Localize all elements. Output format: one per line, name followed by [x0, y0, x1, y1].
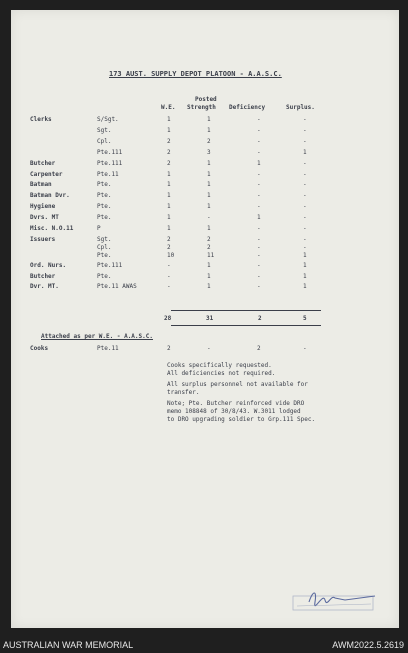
attached-heading: Attached as per W.E. - A.A.S.C. [41, 333, 153, 340]
row-surplus: - [303, 203, 307, 211]
header-posted: Posted [195, 96, 217, 103]
row-posted: 1 [207, 283, 211, 291]
row-surplus: - [303, 159, 307, 167]
header-we: W.E. [161, 104, 176, 111]
document-title: 173 AUST. SUPPLY DEPOT PLATOON - A.A.S.C. [109, 70, 282, 78]
row-we: 1 [167, 170, 171, 178]
row-category: Butcher [30, 159, 56, 167]
row-category: Dvr. MT. [30, 283, 59, 291]
row-deficiency: - [257, 283, 261, 291]
row-we: 10 [167, 251, 175, 259]
note-line: transfer. [167, 388, 200, 396]
total-posted: 31 [206, 315, 214, 322]
row-posted: 3 [207, 148, 211, 156]
row-rank: Cpl. [97, 137, 112, 145]
totals-rule-bottom [171, 325, 321, 326]
note-line: All surplus personnel not available for [167, 381, 308, 389]
row-we: 1 [167, 116, 171, 123]
row-posted: 1 [207, 225, 211, 232]
row-surplus: - [303, 192, 307, 200]
signature-stamp [279, 582, 389, 620]
row-deficiency: - [257, 137, 261, 145]
attached-posted: - [207, 345, 211, 352]
row-surplus: 1 [303, 148, 307, 156]
header-strength: Strength [187, 104, 216, 111]
total-surplus: 5 [303, 315, 307, 322]
header-surplus: Surplus. [286, 104, 315, 111]
row-deficiency: - [257, 192, 261, 200]
row-surplus: - [303, 225, 307, 232]
row-posted: 1 [207, 203, 211, 211]
row-deficiency: 1 [257, 159, 261, 167]
row-surplus: 1 [303, 251, 307, 259]
row-deficiency: - [257, 272, 261, 280]
row-rank: Sgt. [97, 235, 112, 243]
row-rank: Pte. [97, 251, 112, 259]
note-line: Cooks specifically requested. [167, 362, 272, 369]
row-deficiency: - [257, 225, 261, 232]
row-we: - [167, 283, 171, 291]
row-rank: Pte.111 [97, 148, 123, 156]
row-category: Carpenter [30, 170, 63, 178]
attached-deficiency: 2 [257, 345, 261, 352]
row-we: 1 [167, 225, 171, 232]
row-we: 2 [167, 159, 171, 167]
row-deficiency: - [257, 126, 261, 134]
row-deficiency: - [257, 148, 261, 156]
row-posted: 1 [207, 261, 211, 269]
row-rank: Pte.11 AWAS [97, 283, 137, 291]
row-rank: P [97, 225, 101, 232]
row-category: Misc. N.O.11 [30, 225, 74, 232]
row-surplus: 1 [303, 283, 307, 291]
note-line: All deficiencies not required. [167, 369, 276, 377]
row-we: 1 [167, 214, 171, 222]
row-deficiency: 1 [257, 214, 261, 222]
row-surplus: - [303, 126, 307, 134]
row-surplus: - [303, 181, 307, 189]
row-surplus: 1 [303, 272, 307, 280]
row-deficiency: - [257, 203, 261, 211]
row-posted: 1 [207, 159, 211, 167]
row-we: 2 [167, 243, 171, 251]
row-we: 2 [167, 137, 171, 145]
row-rank: Pte.111 [97, 159, 123, 167]
row-we: 1 [167, 192, 171, 200]
row-we: 2 [167, 235, 171, 243]
row-posted: 11 [207, 251, 215, 259]
attached-surplus: - [303, 345, 307, 352]
row-deficiency: - [257, 251, 261, 259]
row-category: Hygiene [30, 203, 56, 211]
row-category: Dvrs. MT [30, 214, 59, 222]
row-category: Butcher [30, 272, 56, 280]
attached-category: Cooks [30, 345, 49, 352]
row-we: - [167, 272, 171, 280]
total-we: 28 [164, 315, 172, 322]
row-surplus: - [303, 170, 307, 178]
row-rank: Cpl. [97, 243, 112, 251]
row-rank: Pte. [97, 181, 112, 189]
row-category: Issuers [30, 235, 56, 243]
totals-rule-top [171, 310, 321, 311]
row-surplus: - [303, 116, 307, 123]
row-posted: 1 [207, 272, 211, 280]
footer-accession: AWM2022.5.2619 [332, 640, 404, 650]
row-rank: Pte.111 [97, 261, 123, 269]
row-surplus: - [303, 243, 307, 251]
note-line: Note; Pte. Butcher reinforced vide DRO [167, 400, 305, 408]
row-surplus: - [303, 235, 307, 243]
note-line: memo 108848 of 30/8/43. W.3011 lodged [167, 408, 301, 415]
row-we: 1 [167, 126, 171, 134]
row-deficiency: - [257, 116, 261, 123]
note-line: to DRO upgrading soldier to Grp.111 Spec. [167, 415, 316, 423]
row-deficiency: - [257, 261, 261, 269]
row-rank: Pte. [97, 214, 112, 222]
row-posted: 1 [207, 116, 211, 123]
row-deficiency: - [257, 235, 261, 243]
footer-institution: AUSTRALIAN WAR MEMORIAL [3, 640, 134, 650]
attached-rank: Pte.11 [97, 345, 119, 352]
row-surplus: - [303, 137, 307, 145]
row-posted: 1 [207, 126, 211, 134]
row-rank: Pte.11 [97, 170, 119, 178]
row-category: Clerks [30, 116, 52, 123]
row-surplus: - [303, 214, 307, 222]
row-deficiency: - [257, 170, 261, 178]
row-posted: 1 [207, 170, 211, 178]
row-we: 1 [167, 181, 171, 189]
row-deficiency: - [257, 181, 261, 189]
row-we: - [167, 261, 171, 269]
row-posted: 2 [207, 137, 211, 145]
row-we: 1 [167, 203, 171, 211]
row-posted: 1 [207, 181, 211, 189]
row-rank: S/Sgt. [97, 116, 119, 123]
document-page [11, 10, 399, 628]
row-deficiency: - [257, 243, 261, 251]
row-category: Ord. Nurs. [30, 261, 67, 269]
row-rank: Pte. [97, 192, 112, 200]
row-category: Batman Dvr. [30, 192, 70, 200]
row-posted: - [207, 214, 211, 222]
row-posted: 1 [207, 192, 211, 200]
row-posted: 2 [207, 243, 211, 251]
header-deficiency: Deficiency [229, 104, 266, 111]
row-rank: Pte. [97, 272, 112, 280]
row-posted: 2 [207, 235, 211, 243]
row-rank: Pte. [97, 203, 112, 211]
row-we: 2 [167, 148, 171, 156]
total-deficiency: 2 [258, 315, 262, 322]
row-category: Batman [30, 181, 52, 189]
row-surplus: 1 [303, 261, 307, 269]
attached-we: 2 [167, 345, 171, 352]
row-rank: Sgt. [97, 126, 112, 134]
